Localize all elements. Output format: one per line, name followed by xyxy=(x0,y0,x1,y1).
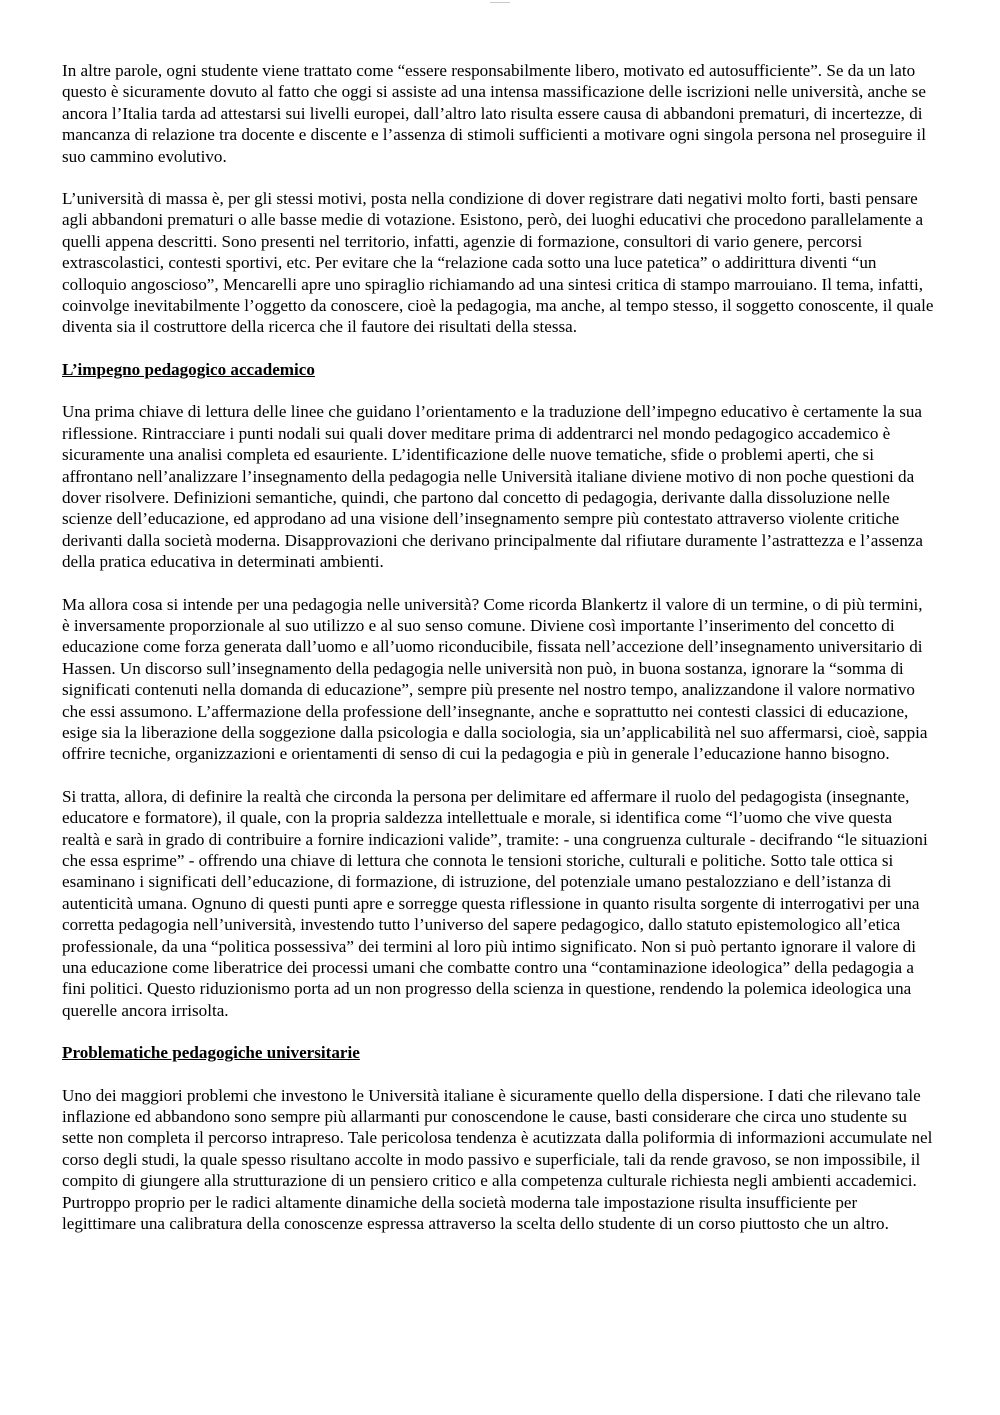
paragraph: L’università di massa è, per gli stessi motivi, posta nella condizione di dover registrare dati negativi molto forti, basti pensare agli abbandoni prematuri o alle basse medie di votazione. Esistono, però, dei luoghi educativi che procedono parallelamente a quelli appena descritti. Sono presenti nel territorio, infatti, agenzie di formazione, consultori di vario genere, percorsi extrascolastici, contesti sportivi, etc. Per evitare che la “relazione cada sotto una luce patetica” o addirittura diventi “un colloquio angoscioso”, Mencarelli apre uno spiraglio richiamando ad una sintesi critica di stampo marrouiano. Il tema, infatti, coinvolge inevitabilmente l’oggetto da conoscere, cioè la pedagogia, ma anche, al tempo stesso, il soggetto conoscente, il quale diventa sia il costruttore della ricerca che il fautore dei risultati della stessa. xyxy=(62,189,934,337)
document-page xyxy=(62,60,934,1256)
section-heading: Problematiche pedagogiche universitarie xyxy=(62,1043,360,1063)
section-heading: L’impegno pedagogico accademico xyxy=(62,359,315,379)
paragraph: Si tratta, allora, di definire la realtà che circonda la persona per delimitare ed affermare il ruolo del pedagogista (insegnante, educatore e formatore), il quale, con la propria saldezza intellettuale e morale, si identifica come “l’uomo che vive questa realtà e sarà in grado di contribuire a fornire indicazioni valide”, tramite: - una congruenza culturale - decifrando “le situazioni che essa esprime” - offrendo una chiave di lettura che connota le tensioni storiche, culturali e politiche. Sotto tale ottica si esaminano i significati dell’educazione, di formazione, di istruzione, del potenziale umano pestalozziano e dell’istanza di autenticità umana. Ognuno di questi punti apre e sorregge questa riflessione in quanto risulta sorgente di interrogativi per una corretta pedagogia nell’università, investendo tutto l’universo del sapere pedagogico, dallo statuto epistemologico all’etica professionale, da una “politica possessiva” dei termini al loro più intimo significato. Non si può pertanto ignorare il valore di una educazione come liberatrice dei processi umani che combatte contro una “contaminazione ideologica” della pedagogia a fini politici. Questo riduzionismo porta ad un non progresso della scienza in questione, rendendo la polemica ideologica una querelle ancora irrisolta. xyxy=(62,786,928,1020)
paragraph: Una prima chiave di lettura delle linee che guidano l’orientamento e la traduzione dell’impegno educativo è certamente la sua riflessione. Rintracciare i punti nodali sui quali dover meditare prima di addentrarci nel mondo pedagogico accademico è sicuramente una analisi completa ed esauriente. L’identificazione delle nuove tematiche, sfide o problemi aperti, che si affrontano nell’analizzare l’insegnamento della pedagogia nelle Università italiane diviene motivo di non poche questioni da dover risolvere. Definizioni semantiche, quindi, che partono dal concetto di pedagogia, derivante dalla dissoluzione nelle scienze dell’educazione, ed approdano ad una visione dell’insegnamento sempre più contestato attraverso violente critiche derivanti dalla società moderna. Disapprovazioni che derivano principalmente dal rifiutare duramente l’astrattezza e l’assenza della pratica educativa in determinati ambienti. xyxy=(62,402,923,572)
paragraph: In altre parole, ogni studente viene trattato come “essere responsabilmente libero, motivato ed autosufficiente”. Se da un lato questo è sicuramente dovuto al fatto che oggi si assiste ad una intensa massificazione delle iscrizioni nelle università, anche se ancora l’Italia tarda ad attestarsi sui livelli europei, dall’altro lato risulta essere causa di abbandoni prematuri, di incertezze, di mancanza di relazione tra docente e discente e l’assenza di stimoli sufficienti a motivare ogni singola persona nel proseguire il suo cammino evolutivo. xyxy=(62,61,927,166)
header-mark xyxy=(490,2,510,5)
paragraph: Uno dei maggiori problemi che investono le Università italiane è sicuramente quello della dispersione. I dati che rilevano tale inflazione ed abbandono sono sempre più allarmanti pur conoscendone le cause, basti considerare che circa uno studente su sette non completa il percorso intrapreso. Tale pericolosa tendenza è acutizzata dalla poliformia di informazioni accumulate nel corso degli studi, la quale spesso risultano accolte in modo passivo e superficiale, tali da rende gravoso, se non impossibile, il compito di giungere alla strutturazione di un pensiero critico e alla competenza culturale richiesta negli ambienti accademici. Purtroppo proprio per le radici altamente dinamiche della società moderna tale impostazione risulta insufficiente per legittimare una calibratura della conoscenze espressa attraverso la scelta dello studente di un corso piuttosto che un altro. xyxy=(62,1085,933,1234)
paragraph: Ma allora cosa si intende per una pedagogia nelle università? Come ricorda Blankertz il valore di un termine, o di più termini, è inversamente proporzionale al suo utilizzo e al suo senso comune. Diviene così importante l’inserimento del concetto di educazione come forza generata dall’uomo e all’uomo riconducibile, fissata nell’accezione dell’insegnamento universitario di Hassen. Un discorso sull’insegnamento della pedagogia nelle università non può, in buona sostanza, ignorare la “somma di significati contenuti nella domanda di educazione”, sempre più presente nel nostro tempo, analizzandone il valore normativo che essi assumono. L’affermazione della professione dell’insegnante, anche e soprattutto nei contesti classici di educazione, esige sia la liberazione della soggezione dalla psicologia e dalla sociologia, sia un’applicabilità nel suo affermarsi, cioè, sappia offrire tecniche, organizzazioni e orientamenti di senso di cui la pedagogia e più in generale l’educazione hanno bisogno. xyxy=(62,594,928,764)
